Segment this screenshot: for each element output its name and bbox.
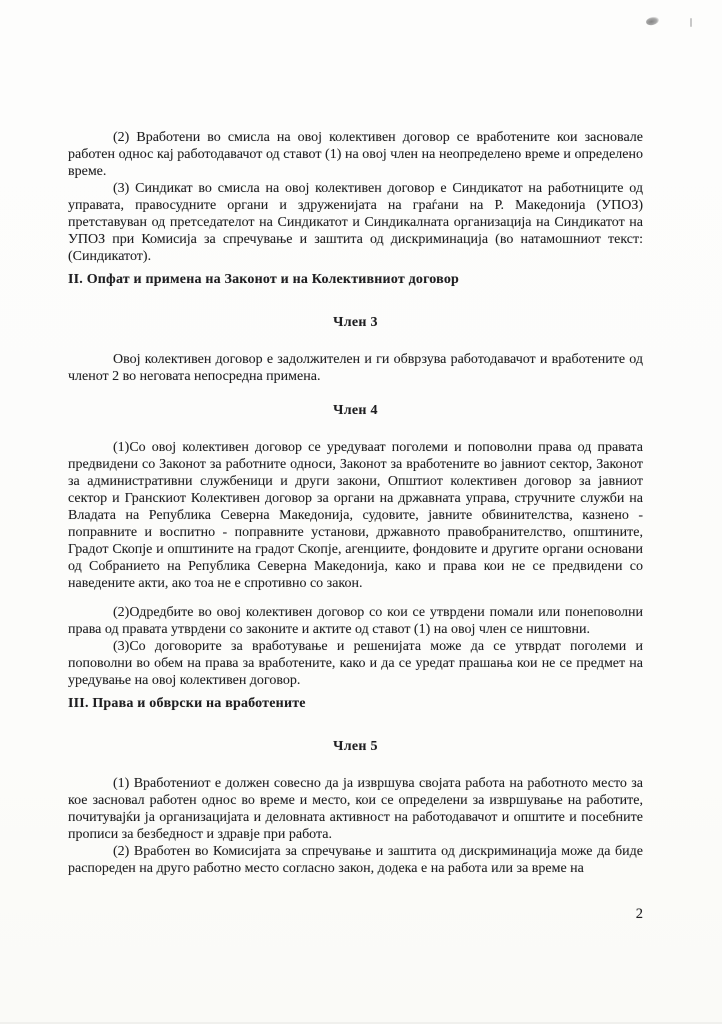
article-heading: Член 5 <box>333 739 378 754</box>
article-heading: Член 4 <box>333 403 378 418</box>
paragraph: (2) Вработени во смисла на овој колективен договор се вработените кои засновале работен однос кај работодавачот од ставот (1) на овој член на неопределено време и определено време. <box>68 130 643 179</box>
paragraph: (3) Синдикат во смисла на овој колективен договор е Синдикатот на работниците од управата, правосудните органи и здруженијата на граѓани на Р. Македонија (УПОЗ) претставуван од претседателот на Синдикатот и Синдикалната организација на Синдикатот на УПОЗ при Комисија за спречување и заштита од дискриминација (во натамошниот текст: (Синдикатот). <box>68 181 643 264</box>
document-content <box>68 129 643 877</box>
paragraph: (2)Одредбите во овој колективен договор со кои се утврдени помали или понеповолни права од правата утврдени со законите и актите од ставот (1) на овој член се ништовни. <box>68 605 643 637</box>
paragraph: (1) Вработениот е должен совесно да ја извршува својата работа на работното место за кое засновал работен однос во време и место, кои се определени за извршување на работите, почитувајќи ја организацијата и деловната активност на работодавачот и општите и посебните прописи за безбедност и здравје при работа. <box>68 776 643 842</box>
paragraph: (3)Со договорите за вработување и решенијата може да се утврдат поголеми и поповолни во обем на права за вработените, како и да се уредат прашања кои не се предмет на уредување на овој колективен договор. <box>68 639 643 688</box>
scan-smudge-mark <box>645 16 660 27</box>
paragraph: Овој колективен договор е задолжителен и ги обврзува работодавачот и вработените од членот 2 во неговата непосредна примена. <box>68 352 643 384</box>
paragraph: (1)Со овој колективен договор се уредуваат поголеми и поповолни права од правата предвидени со Законот за работните односи, Законот за вработените во јавниот сектор, Законот за административни службеници и други закони, Општиот колективен договор за јавниот сектор и Гранскиот Колективен договор за органи на државната управа, стручните служби на Владата на Република Северна Македонија, судовите, јавните обвинителства, казнено - поправните и воспитно - поправните установи, државното правобранителство, општините, Градот Скопје и општините на градот Скопје, агенциите, фондовите и другите органи основани од Собранието на Република Северна Македонија, како и права кои не се предвидени со наведените акти, ако тоа не е спротивно со закон. <box>68 440 643 591</box>
paragraph: (2) Вработен во Комисијата за спречување и заштита од дискриминација може да биде распореден на друго работно место согласно закон, додека е на работа или за време на <box>68 844 643 876</box>
scan-speck-mark <box>690 18 692 27</box>
article-heading: Член 3 <box>333 315 378 330</box>
page-number: 2 <box>635 906 643 922</box>
section-heading: III. Права и обврски на вработените <box>68 696 306 711</box>
section-heading: II. Опфат и примена на Законот и на Колективниот договор <box>68 272 460 287</box>
